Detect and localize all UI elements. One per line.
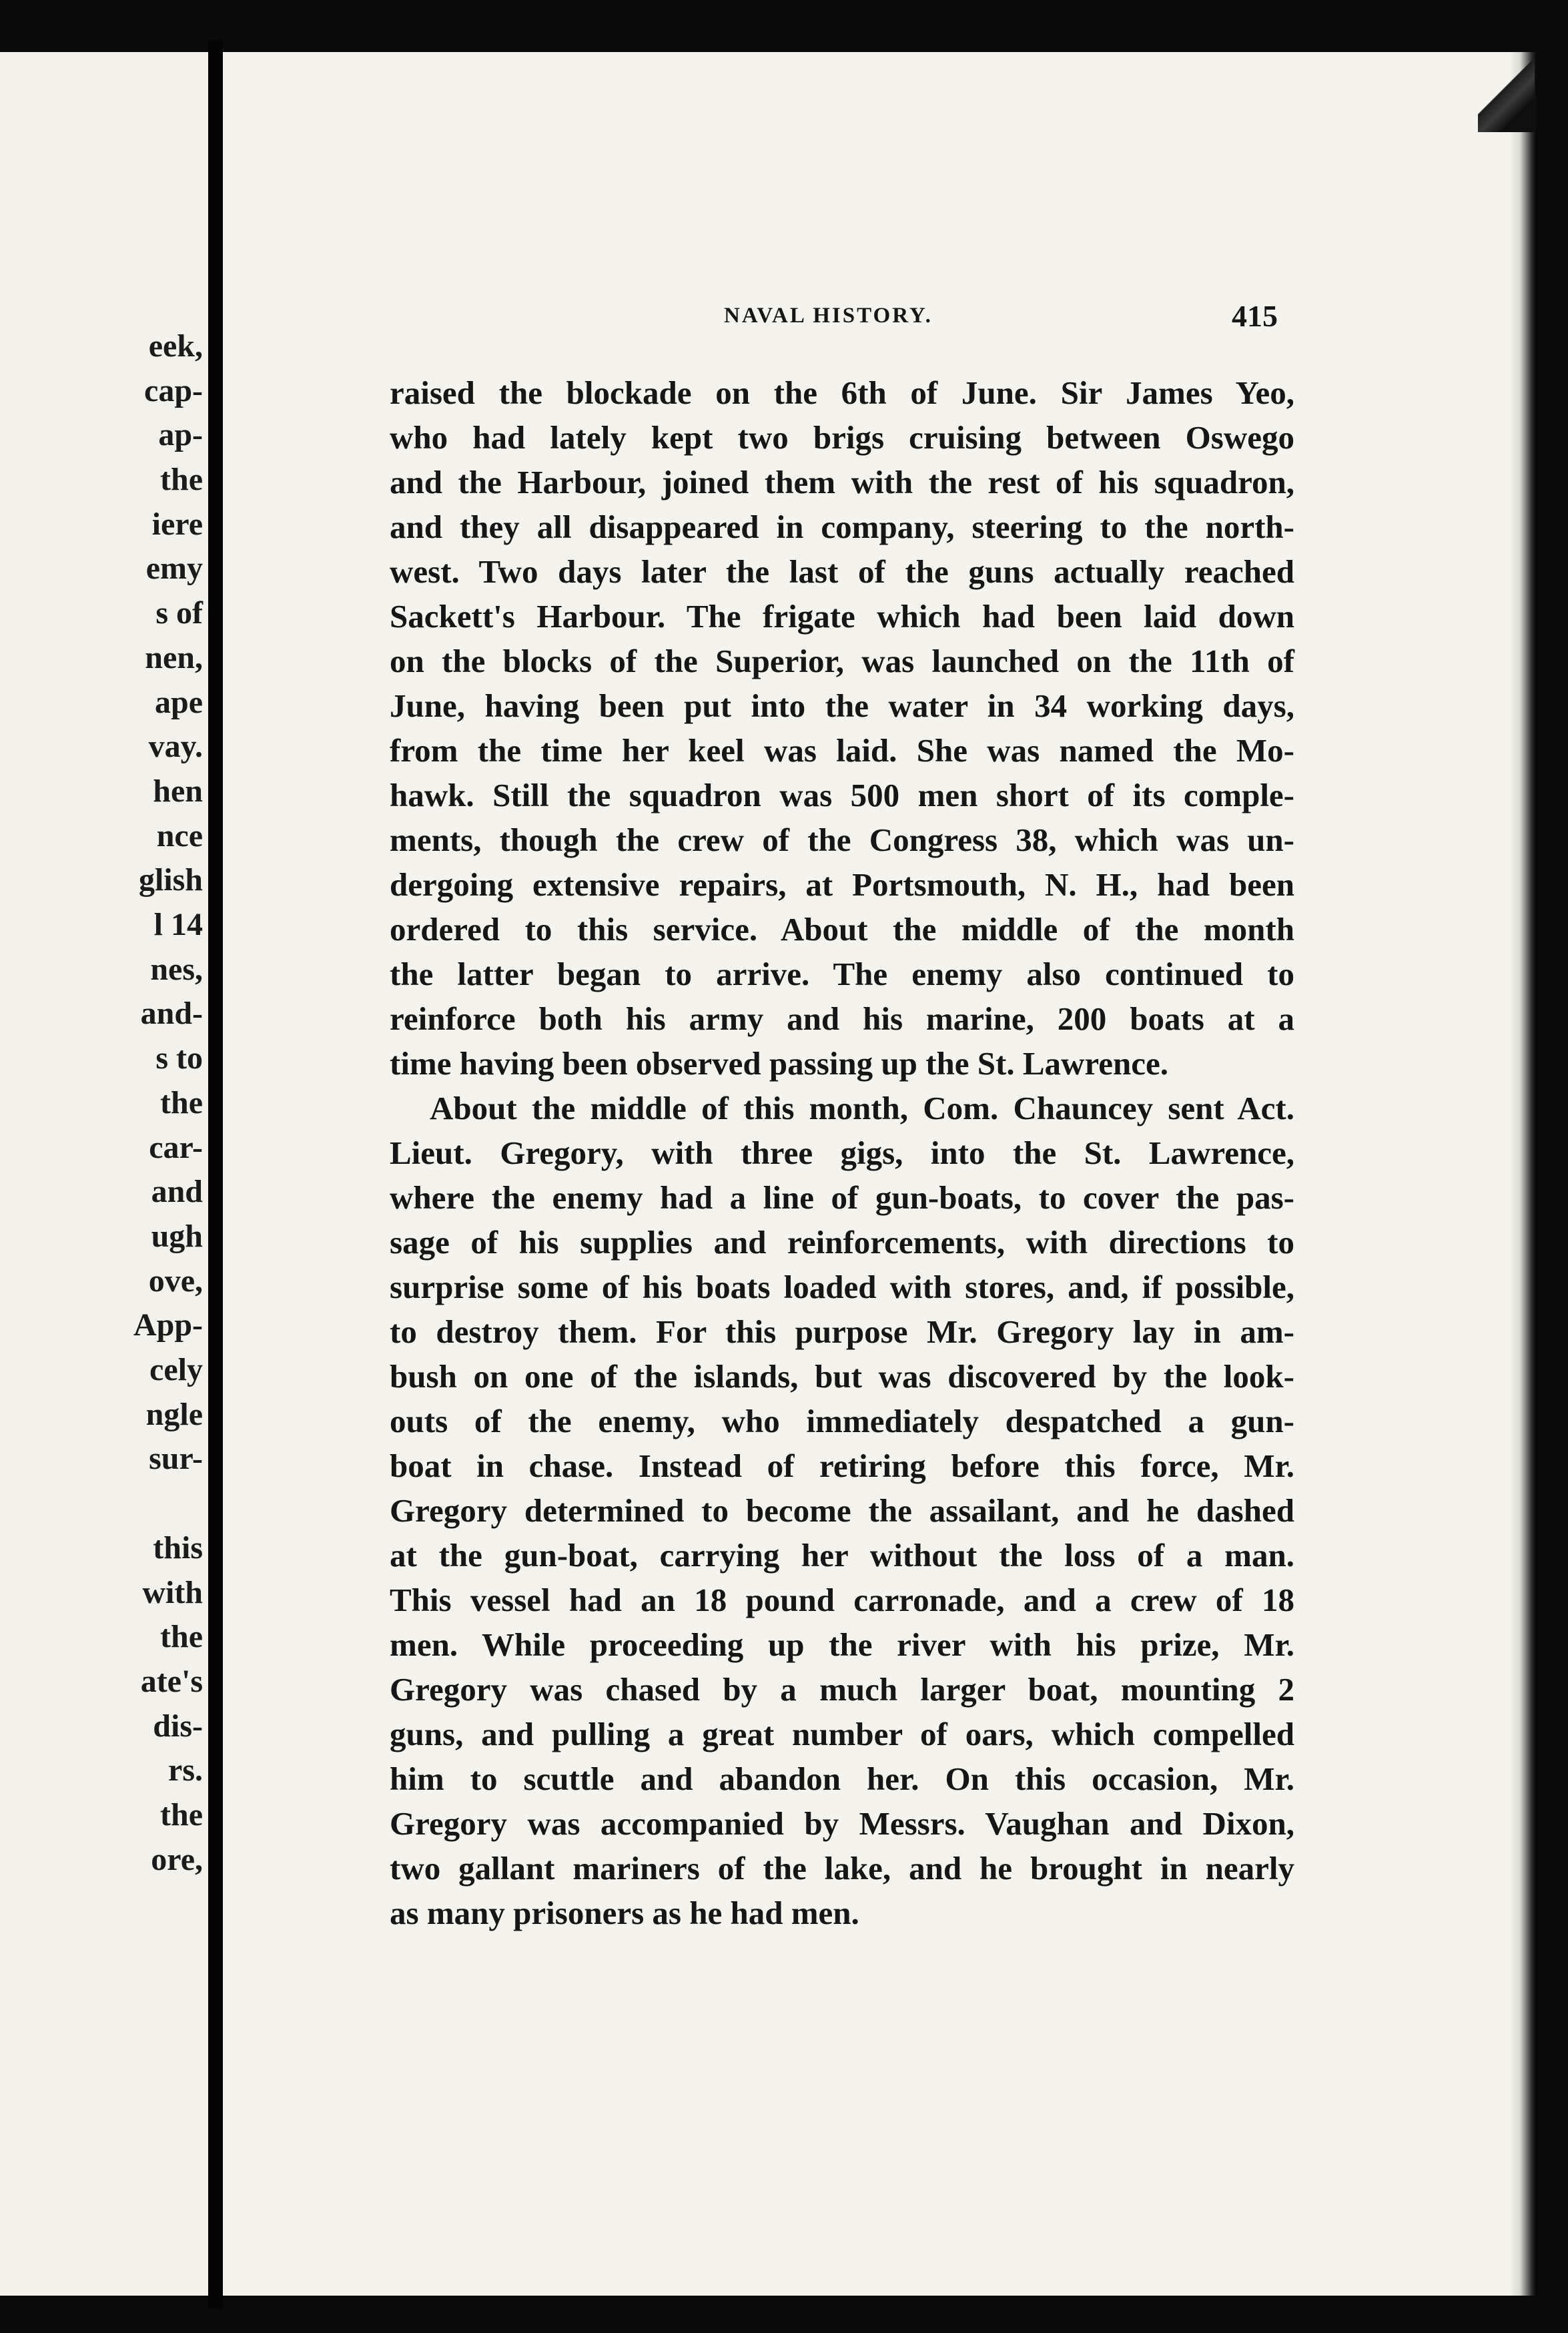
previous-page-fragment: the [160,1619,203,1655]
previous-page-fragment: rs. [168,1752,203,1788]
previous-page-fragment: with [142,1574,203,1610]
previous-page-fragment: ate's [140,1663,203,1699]
previous-page-fragment: dis- [153,1708,203,1744]
text-line: two gallant mariners of the lake, and he brought in nearly [390,1850,1294,1887]
page-corner-fold [1478,52,1535,132]
text-line: sage of his supplies and reinforcements, with directions to [390,1224,1294,1261]
text-line: time having been observed passing up the St. Lawrence. [390,1045,1169,1082]
text-line: west. Two days later the last of the guns actually reached [390,553,1294,590]
previous-page-fragment: vay. [148,729,203,765]
previous-page-fragment: and- [140,996,203,1032]
text-line: This vessel had an 18 pound carronade, and a crew of 18 [390,1582,1294,1618]
previous-page-edge [0,52,208,2296]
text-line: outs of the enemy, who immediately despatched a gun- [390,1403,1294,1439]
text-line: and the Harbour, joined them with the rest of his squadron, [390,464,1294,501]
text-line: who had lately kept two brigs cruising between Oswego [390,419,1294,456]
text-line: to destroy them. For this purpose Mr. Gregory lay in am- [390,1313,1294,1350]
previous-page-fragment: cely [149,1352,203,1388]
page-right-edge [1509,52,1536,2296]
text-line: the latter began to arrive. The enemy also continued to [390,956,1294,992]
previous-page-fragment: nce [156,817,203,854]
text-line: dergoing extensive repairs, at Portsmouth, N. H., had been [390,866,1294,903]
previous-page-fragment: and [151,1174,203,1210]
previous-page-fragment: glish [138,862,203,898]
text-line: Gregory was chased by a much larger boat, mounting 2 [390,1671,1294,1708]
text-line: as many prisoners as he had men. [390,1895,859,1931]
text-line: hawk. Still the squadron was 500 men short of its comple- [390,777,1294,813]
previous-page-fragment: car- [149,1129,203,1165]
previous-page-fragment: nes, [150,951,203,987]
text-line: ordered to this service. About the middle of the month [390,911,1294,948]
previous-page-fragment: the [160,462,203,498]
previous-page-fragment: s of [155,595,203,631]
previous-page-fragment: App- [133,1307,203,1343]
text-line: men. While proceeding up the river with his prize, Mr. [390,1626,1294,1663]
text-line: bush on one of the islands, but was discovered by the look- [390,1358,1294,1395]
text-line: ments, though the crew of the Congress 38, which was un- [390,821,1294,858]
book-gutter [208,40,223,2309]
paragraph [390,1086,1294,1935]
previous-page-fragment: eek, [148,328,203,364]
previous-page-fragment: hen [153,773,203,809]
text-line: reinforce both his army and his marine, 200 boats at a [390,1000,1294,1037]
text-line: where the enemy had a line of gun-boats, to cover the pas- [390,1179,1294,1216]
page-number: 415 [1232,299,1278,333]
previous-page-fragment: ove, [148,1263,203,1299]
text-line: Gregory determined to become the assailant, and he dashed [390,1492,1294,1529]
body-text [390,370,1294,1935]
previous-page-fragment: l 14 [153,907,203,943]
previous-page-fragment: emy [145,551,203,587]
text-line: Lieut. Gregory, with three gigs, into the St. Lawrence, [390,1134,1294,1171]
previous-page-fragment: ore, [151,1841,203,1877]
previous-page-fragment: the [160,1797,203,1833]
previous-page-fragment: this [153,1530,203,1566]
paragraph [390,370,1294,1086]
text-line: Gregory was accompanied by Messrs. Vaughan and Dixon, [390,1805,1294,1842]
text-line: on the blocks of the Superior, was launched on the 11th of [390,643,1294,679]
text-line: guns, and pulling a great number of oars, which compelled [390,1716,1294,1752]
previous-page-fragment: ngle [145,1396,203,1432]
previous-page-fragment: ape [155,684,203,720]
text-line: boat in chase. Instead of retiring before this force, Mr. [390,1447,1294,1484]
previous-page-fragment: the [160,1084,203,1120]
text-line: and they all disappeared in company, steering to the north- [390,509,1294,545]
running-head: NAVAL HISTORY. [724,304,933,328]
text-line: from the time her keel was laid. She was named the Mo- [390,732,1294,769]
previous-page-fragment: ap- [158,417,203,453]
previous-page-fragment: sur- [149,1441,203,1477]
text-line: Sackett's Harbour. The frigate which had been laid down [390,598,1294,635]
previous-page-fragment: ugh [151,1218,203,1254]
previous-page-fragment: iere [151,506,203,542]
text-line: raised the blockade on the 6th of June. Sir James Yeo, [390,374,1294,411]
text-line: at the gun-boat, carrying her without the loss of a man. [390,1537,1294,1574]
text-line: him to scuttle and abandon her. On this occasion, Mr. [390,1760,1294,1797]
text-line: surprise some of his boats loaded with stores, and, if possible, [390,1269,1294,1305]
previous-page-fragment: nen, [145,639,203,675]
previous-page-fragment: s to [155,1040,203,1076]
previous-page-fragment: cap- [144,372,203,408]
text-line: June, having been put into the water in 34 working days, [390,687,1294,724]
text-line: About the middle of this month, Com. Chauncey sent Act. [430,1090,1294,1126]
